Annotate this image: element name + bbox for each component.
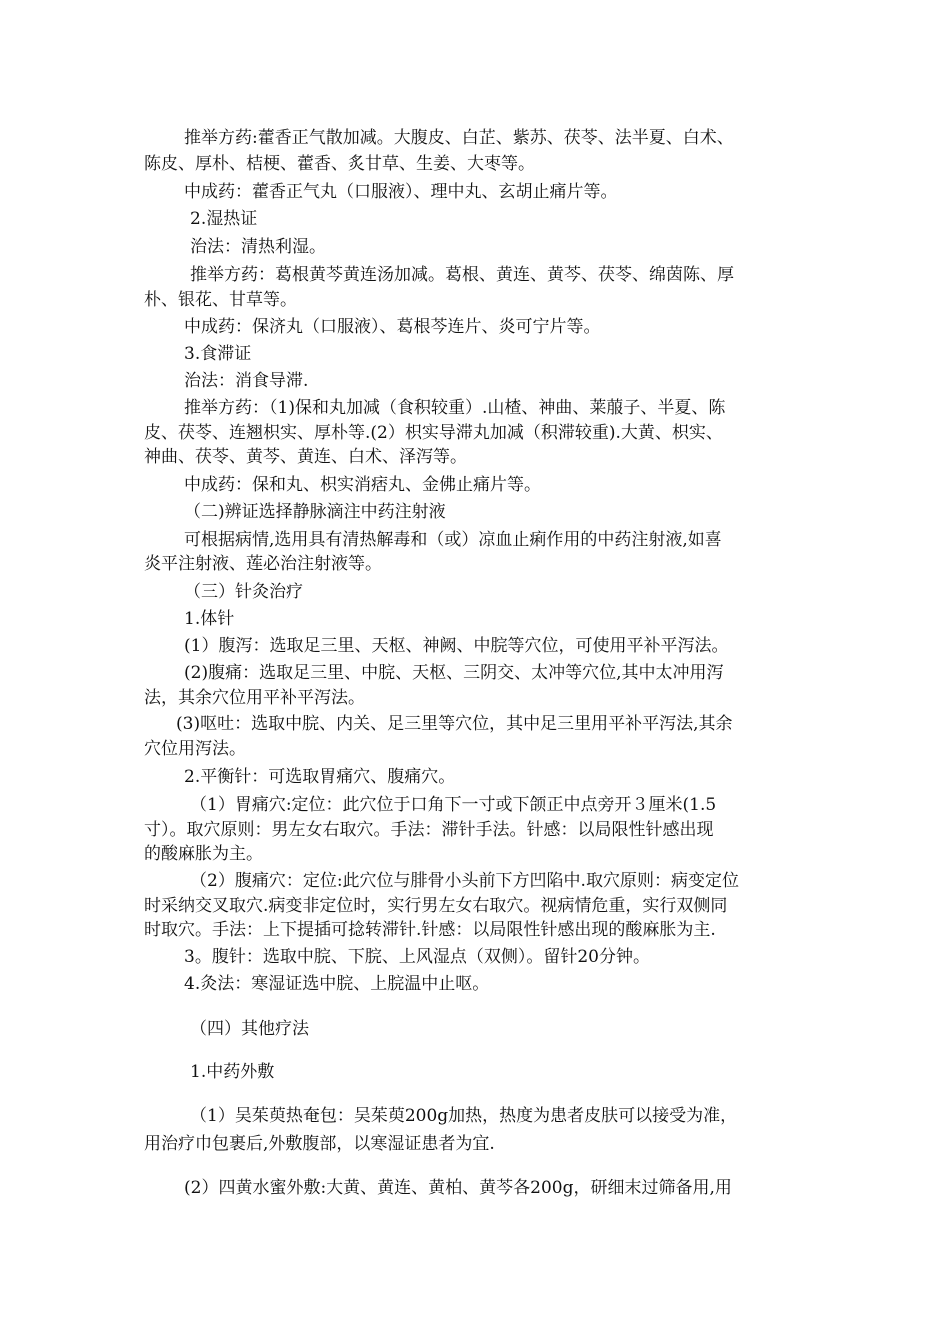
text-line: 中成药：保济丸（口服液）、葛根芩连片、炎可宁片等。 — [184, 317, 601, 337]
section-heading: （三）针灸治疗 — [184, 582, 303, 602]
text-line: 3。腹针：选取中脘、下脘、上风湿点（双侧）。留针20分钟。 — [184, 947, 650, 967]
text-line: 中成药：保和丸、枳实消痞丸、金佛止痛片等。 — [184, 475, 541, 495]
text-line: (2)腹痛：选取足三里、中脘、天枢、三阴交、太冲等穴位,其中太冲用泻 — [184, 663, 724, 683]
text-line: （2）腹痛穴：定位:此穴位与腓骨小头前下方凹陷中.取穴原则：病变定位 — [190, 871, 739, 891]
section-heading: 1.中药外敷 — [190, 1062, 275, 1082]
text-line: 治法：清热利湿。 — [190, 237, 326, 257]
text-line: (3)呕吐：选取中脘、内关、足三里等穴位，其中足三里用平补平泻法,其余 — [176, 714, 733, 734]
text-line: 时取穴。手法：上下提插可捻转滞针.针感：以局限性针感出现的酸麻胀为主. — [144, 920, 716, 940]
text-line: 寸）。取穴原则：男左女右取穴。手法：滞针手法。针感：以局限性针感出现 — [144, 820, 714, 840]
text-line: 中成药：藿香正气丸（口服液）、理中丸、玄胡止痛片等。 — [184, 182, 618, 202]
text-line: 陈皮、厚朴、桔梗、藿香、炙甘草、生姜、大枣等。 — [144, 154, 535, 174]
section-heading: （二)辨证选择静脉滴注中药注射液 — [184, 502, 446, 522]
text-line: 炎平注射液、莲必治注射液等。 — [144, 554, 382, 574]
section-heading: 2.湿热证 — [190, 209, 258, 229]
text-line: 治法：消食导滞. — [184, 371, 309, 391]
text-line: 2.平衡针：可选取胃痛穴、腹痛穴。 — [184, 767, 456, 787]
text-line: 推举方药：（1)保和丸加减（食积较重）.山楂、神曲、莱菔子、半夏、陈 — [184, 398, 726, 418]
text-line: 的酸麻胀为主。 — [144, 844, 263, 864]
text-line: 穴位用泻法。 — [144, 739, 246, 759]
section-heading: 3.食滞证 — [184, 344, 252, 364]
text-line: 推举方药：葛根黄芩黄连汤加减。葛根、黄连、黄芩、茯苓、绵茵陈、厚 — [190, 265, 734, 285]
text-line: 用治疗巾包裹后,外敷腹部，以寒湿证患者为宜. — [144, 1134, 495, 1154]
text-line: (2）四黄水蜜外敷:大黄、黄连、黄柏、黄芩各200g，研细末过筛备用,用 — [184, 1178, 732, 1198]
text-line: (1）腹泻：选取足三里、天枢、神阙、中脘等穴位，可使用平补平泻法。 — [184, 636, 729, 656]
text-line: 推举方药:藿香正气散加减。大腹皮、白芷、紫苏、茯苓、法半夏、白术、 — [184, 128, 734, 148]
text-line: 皮、茯苓、连翘枳实、厚朴等.(2）枳实导滞丸加减（积滞较重).大黄、枳实、 — [144, 423, 723, 443]
text-line: 朴、银花、甘草等。 — [144, 290, 297, 310]
section-heading: （四）其他疗法 — [190, 1019, 309, 1039]
text-line: 时采纳交叉取穴.病变非定位时，实行男左女右取穴。视病情危重，实行双侧同 — [144, 896, 728, 916]
text-line: （1）吴茱萸热奄包：吴茱萸200g加热，热度为患者皮肤可以接受为准， — [190, 1106, 738, 1126]
text-line: 神曲、茯苓、黄芩、黄连、白术、泽泻等。 — [144, 447, 467, 467]
text-line: （1）胃痛穴:定位：此穴位于口角下一寸或下颌正中点旁开３厘米(1.5 — [190, 795, 717, 815]
section-heading: 1.体针 — [184, 609, 235, 629]
text-line: 可根据病情,选用具有清热解毒和（或）凉血止痢作用的中药注射液,如喜 — [184, 530, 722, 550]
text-line: 4.灸法：寒湿证选中脘、上脘温中止呕。 — [184, 974, 490, 994]
text-line: 法，其余穴位用平补平泻法。 — [144, 688, 365, 708]
